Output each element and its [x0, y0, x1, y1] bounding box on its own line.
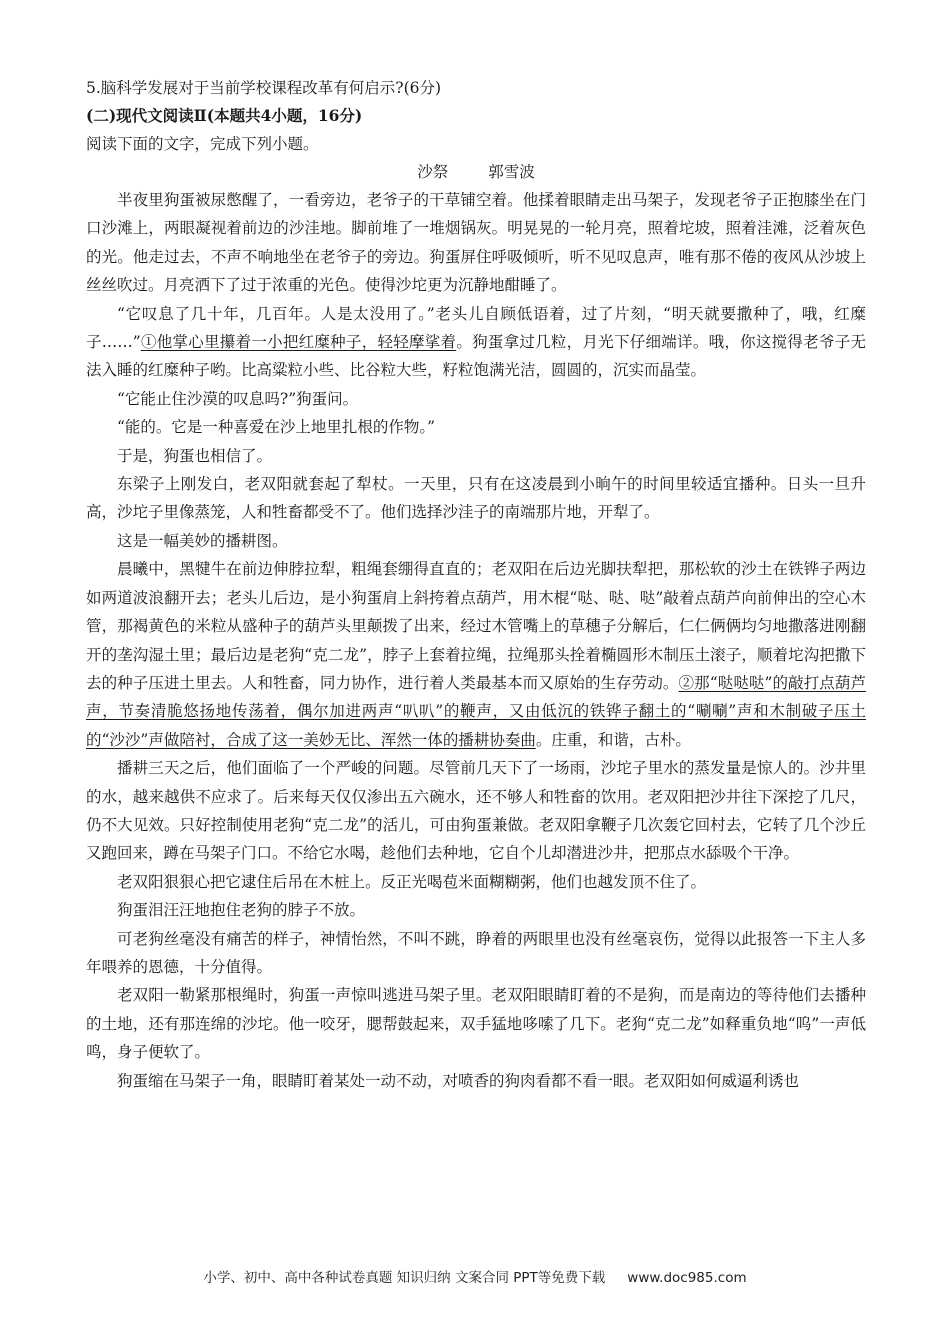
paragraph-2-text-b: 。狗蛋拿过几粒，月光下仔细端详。哦，你这搅得老爷子无法入睡的红糜种子哟。比高粱粒小些、比谷粒大些，籽粒饱满光洁，圆圆的，沉实而晶莹。 — [86, 333, 866, 380]
paragraph-2 — [86, 300, 866, 385]
paragraph-5: 于是，狗蛋也相信了。 — [117, 446, 273, 465]
paragraph-8-text-b: 。庄重，和谐，古朴。 — [535, 730, 691, 749]
paragraph-10: 老双阳狠狠心把它逮住后吊在木桩上。反正光喝苞米面糊糊粥，他们也越发顶不住了。 — [117, 872, 707, 891]
article-author: 郭雪波 — [488, 163, 535, 181]
article-title-line — [86, 158, 866, 186]
underlined-sentence-1: ①他掌心里攥着一小把红糜种子，轻轻摩挲着 — [140, 333, 457, 352]
paragraph-7: 这是一幅美妙的播耕图。 — [117, 531, 288, 550]
paragraph-2-text-a: “它叹息了几十年，几百年。人是太没用了。”老头儿自顾低语着，过了片刻，“明天就要撒种了，哦，红糜子……” — [86, 304, 866, 352]
paragraph-8 — [86, 555, 866, 754]
page-footer — [0, 1266, 950, 1286]
paragraph-3: “它能止住沙漠的叹息吗?”狗蛋问。 — [117, 389, 359, 408]
paragraph-1: 半夜里狗蛋被尿憋醒了，一看旁边，老爷子的干草铺空着。他揉着眼睛走出马架子，发现老爷子正抱膝坐在门口沙滩上，两眼凝视着前边的沙洼地。脚前堆了一堆烟锅灰。明晃晃的一轮月亮，照着坨坡，照着洼滩，泛着灰色的光。他走过去，不声不响地坐在老爷子的旁边。狗蛋屏住呼吸倾听，听不见叹息声，唯有那不倦的夜风从沙坡上丝丝吹过。月亮洒下了过于浓重的光色。使得沙坨更为沉静地酣睡了。 — [86, 191, 866, 295]
underlined-sentence-2: ②那“哒哒哒”的敲打点葫芦声，节奏清脆悠扬地传荡着，偶尔加进两声“叭叭”的鞭声，又由低沉的铁铧子翻土的“唰唰”声和木制破子压土的“沙沙”声做陪衬，合成了这一美妙无比、浑然一体的播耕协奏曲 — [86, 673, 866, 749]
paragraph-4: “能的。它是一种喜爱在沙上地里扎根的作物。” — [117, 418, 436, 437]
footer-site-link[interactable]: www.doc985.com — [627, 1270, 747, 1286]
question-5: 5.脑科学发展对于当前学校课程改革有何启示?(6分) — [86, 79, 442, 97]
paragraph-8-text-a: 晨曦中，黑犍牛在前边伸脖拉犁，粗绳套绷得直直的；老双阳在后边光脚扶犁把，那松软的沙土在铁铧子两边如两道波浪翻开去；老头儿后边，是小狗蛋肩上斜挎着点葫芦，用木棍“哒、哒、哒”敲着点葫芦向前伸出的空心木管，那褐黄色的米粒从盛种子的葫芦头里颠拨了出来，经过木管嘴上的草穗子分解后，仁仁俩俩均匀地撒落进刚翻开的垄沟湿土里；最后边是老狗“克二龙”，脖子上套着拉绳，拉绳那头拴着椭圆形木制压土滚子，顺着坨沟把撒下去的种子压进土里去。人和牲畜，同力协作，进行着人类最基本而又原始的生存劳动。 — [86, 560, 866, 692]
paragraph-6: 东梁子上刚发白，老双阳就套起了犁杖。一天里，只有在这凌晨到小晌午的时间里较适宜播种。日头一旦升高，沙坨子里像蒸笼，人和牲畜都受不了。他们选择沙洼子的南端那片地，开犁了。 — [86, 475, 866, 522]
reading-instruction: 阅读下面的文字，完成下列小题。 — [86, 135, 319, 153]
paragraph-14: 狗蛋缩在马架子一角，眼睛盯着某处一动不动，对喷香的狗肉看都不看一眼。老双阳如何威逼利诱也 — [117, 1071, 800, 1090]
footer-text: 小学、初中、高中各种试卷真题 知识归纳 文案合同 PPT等免费下载 — [203, 1270, 606, 1286]
article-title: 沙祭 — [417, 163, 449, 181]
document-page — [86, 74, 866, 1095]
paragraph-13: 老双阳一勒紧那根绳时，狗蛋一声惊叫逃进马架子里。老双阳眼睛盯着的不是狗，而是南边的等待他们去播种的土地，还有那连绵的沙坨。他一咬牙，腮帮鼓起来，双手猛地哆嗦了几下。老狗“克二龙”如释重负地“呜”一声低鸣，身子便软了。 — [86, 986, 866, 1062]
paragraph-11: 狗蛋泪汪汪地抱住老狗的脖子不放。 — [117, 901, 366, 920]
section-heading: (二)现代文阅读Ⅱ(本题共4小题，16分) — [86, 106, 363, 125]
paragraph-12: 可老狗丝毫没有痛苦的样子，神情怡然，不叫不跳，睁着的两眼里也没有丝毫哀伤，觉得以此报答一下主人多年喂养的恩德，十分值得。 — [86, 929, 866, 976]
paragraph-9: 播耕三天之后，他们面临了一个严峻的问题。尽管前几天下了一场雨，沙坨子里水的蒸发量是惊人的。沙井里的水，越来越供不应求了。后来每天仅仅渗出五六碗水，还不够人和牲畜的饮用。老双阳把沙井往下深挖了几尺，仍不大见效。只好控制使用老狗“克二龙”的活儿，可由狗蛋兼做。老双阳拿鞭子几次轰它回村去，它转了几个沙丘又跑回来，蹲在马架子门口。不给它水喝，趁他们去种地，它自个儿却潜进沙井，把那点水舔吸个干净。 — [86, 759, 866, 863]
